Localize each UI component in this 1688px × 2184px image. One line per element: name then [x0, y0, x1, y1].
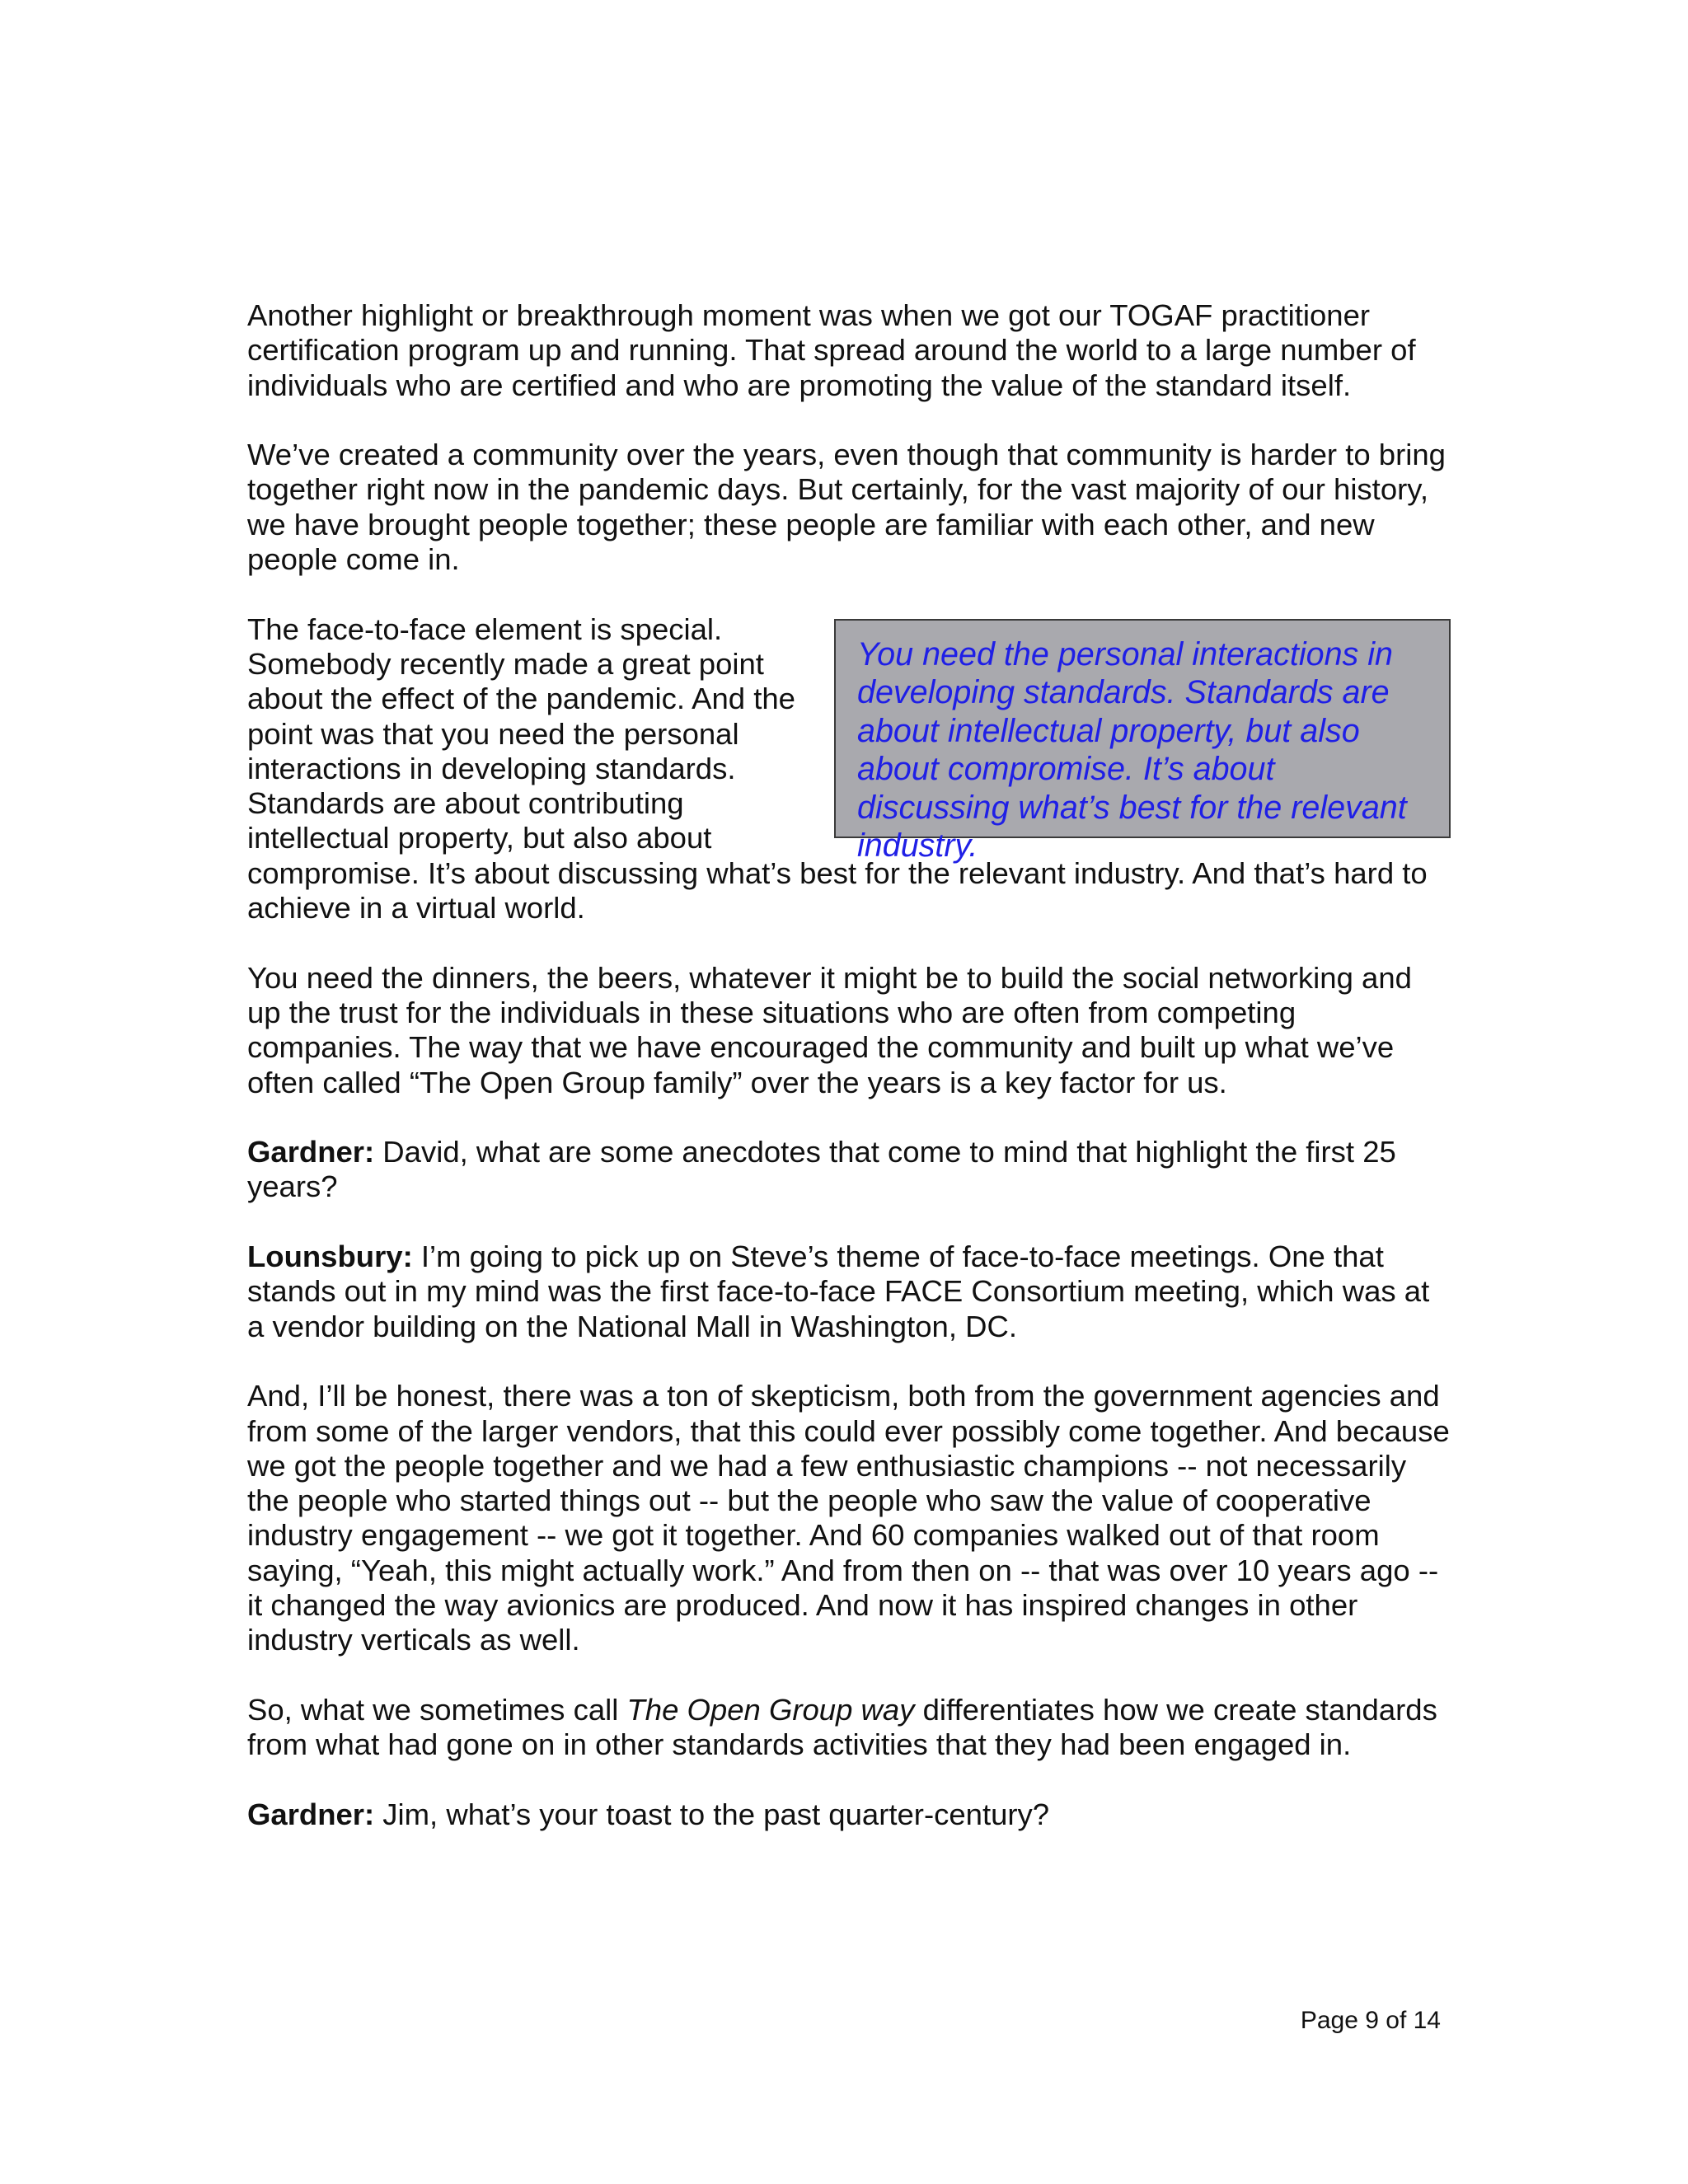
dialogue-text: I’m going to pick up on Steve’s theme of face-to-face meetings. One that stands out in my mind was the first face-to-face FACE Consortium meeting, which was at a vendor building on the National Mall in Washington, DC. [247, 1240, 1430, 1343]
paragraph [247, 1693, 1451, 1763]
dialogue-paragraph [247, 1797, 1451, 1832]
paragraph: We’ve created a community over the years, even though that community is harder to bring together right now in the pandemic days. But certainly, for the vast majority of our history, we have brought people together; these people are familiar with each other, and new people come in. [247, 438, 1446, 577]
paragraph: The face-to-face element is special. Somebody recently made a great point about the effect of the pandemic. And the point was that you need the personal interactions in developing standards. Standards are about contributing intellectual property, but also about compromise. It’s about discussing what’s best for the relevant industry. And that’s hard to achieve in a virtual world. [247, 612, 1428, 926]
dialogue-text: David, what are some anecdotes that come to mind that highlight the first 25 years? [247, 1135, 1396, 1204]
dialogue-paragraph [247, 1240, 1451, 1344]
paragraph: Another highlight or breakthrough moment was when we got our TOGAF practitioner certification program up and running. That spread around the world to a large number of individuals who are certified and who are promoting the value of the standard itself. [247, 298, 1416, 402]
paragraph: And, I’ll be honest, there was a ton of skepticism, both from the government agencies and from some of the larger vendors, that this could ever possibly come together. And because we got the people together and we had a few enthusiastic champions -- not necessarily the people who started things out -- but the people who saw the value of cooperative industry engagement -- we got it together. And 60 companies walked out of that room saying, “Yeah, this might actually work.” And from then on -- that was over 10 years ago -- it changed the way avionics are produced. And now it has inspired changes in other industry verticals as well. [247, 1379, 1450, 1657]
speaker-name: Gardner: [247, 1135, 375, 1169]
text-run: So, what we sometimes call [247, 1692, 627, 1727]
paragraph: You need the dinners, the beers, whatever it might be to build the social networking and up the trust for the individuals in these situations who are often from competing companies. The way that we have encouraged the community and built up what we’ve often called “The Open Group family” over the years is a key factor for us. [247, 960, 1412, 1099]
dialogue-text: Jim, what’s your toast to the past quarter-century? [374, 1797, 1050, 1831]
speaker-name: Lounsbury: [247, 1240, 413, 1274]
document-body [247, 298, 1451, 1867]
page-number: Page 9 of 14 [1300, 2007, 1441, 2034]
pull-quote-box: You need the personal interactions in developing standards. Standards are about intellectual property, but also about compromise. It’s about discussing what’s best for the relevant industry. [834, 619, 1451, 838]
dialogue-paragraph [247, 1135, 1451, 1205]
speaker-name: Gardner: [247, 1797, 375, 1831]
emphasis-text: The Open Group way [626, 1692, 915, 1727]
text-run: differentiates how we create standards from what had gone on in other standards activities that they had been engaged in. [247, 1692, 1437, 1762]
